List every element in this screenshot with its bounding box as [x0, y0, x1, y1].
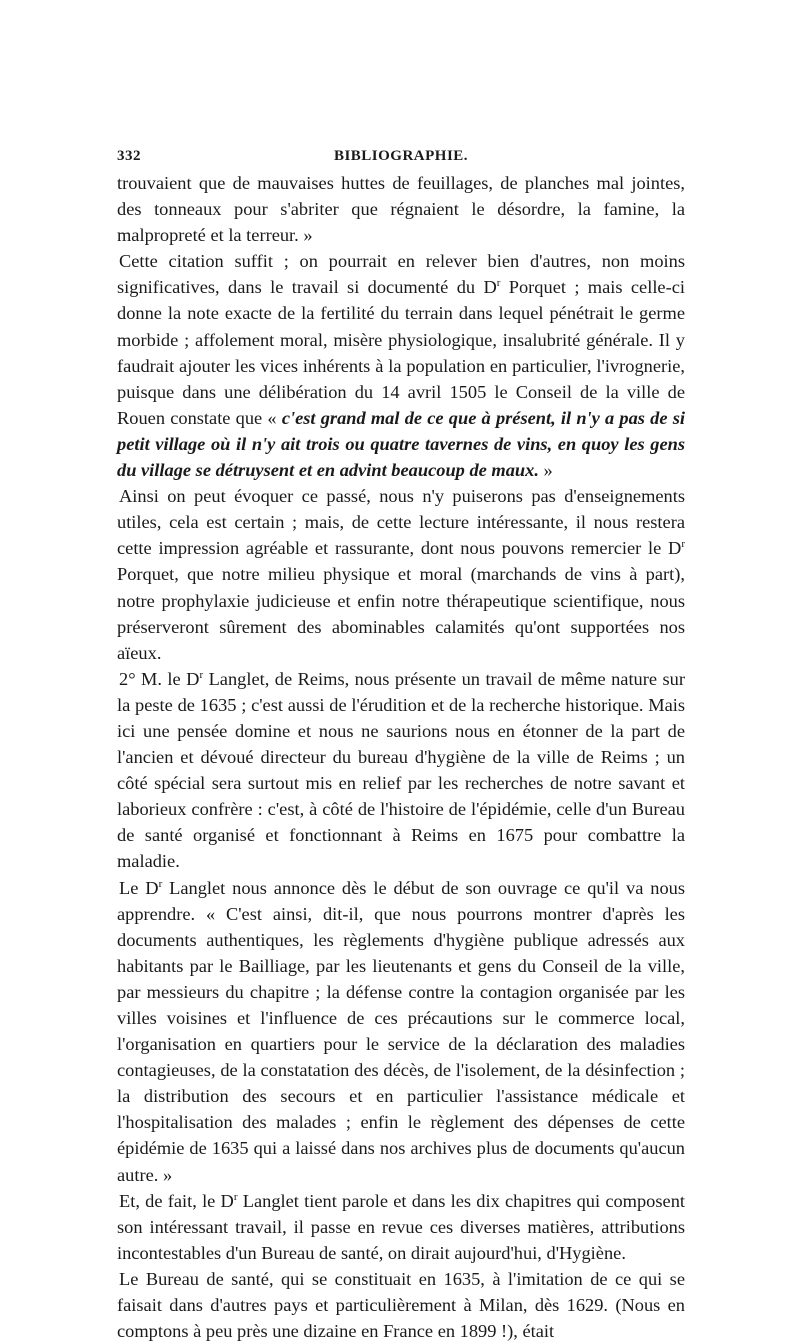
superscript: r	[158, 877, 163, 890]
superscript: r	[496, 277, 501, 290]
paragraph-langlet	[117, 666, 685, 875]
paragraph-text: Et, de fait, le D	[119, 1190, 234, 1211]
page-number: 332	[117, 148, 141, 164]
paragraph-text: 2° M. le D	[119, 668, 200, 689]
paragraph-text: Porquet ; mais celle-ci donne la note exacte de la fertilité du terrain dans lequel pénétrait le germe morbide ; affolement moral, misère physiologique, insalubrité générale. Il y faudrait ajouter les vices inhérents à la population en particulier, l'ivrognerie, puisque dans une délibération du 14 avril 1505 le Conseil de la ville de Rouen constate que «	[117, 277, 685, 428]
paragraph-text: Ainsi on peut évoquer ce passé, nous n'y puiserons pas d'enseignements utiles, cela est certain ; mais, de cette lecture intéressante, il nous restera cette impression agréable et rassurante, dont nous pouvons remercier le D	[117, 486, 685, 559]
paragraph-text: Le Bureau de santé, qui se constituait en 1635, à l'imitation de ce qui se faisait dans d'autres pays et particulièrement à Milan, dès 1629. (Nous en comptons à peu près une dizaine en France en 1899 !), était	[117, 1268, 685, 1342]
italic-quotation: c'est grand mal de ce que à présent, il n'y a pas de si petit village où il n'y ait trois ou quatre tavernes de vins, en quoy les gens du village se détruysent et en advint beaucoup de maux.	[117, 407, 685, 481]
paragraph-announcement	[117, 875, 685, 1188]
paragraph-text: Le D	[119, 877, 159, 898]
paragraph-text: Cette citation suffit ; on pourrait en relever bien d'autres, non moins significatives, dans le travail si documenté du D	[117, 251, 685, 298]
paragraph-text: Langlet nous annonce dès le début de son ouvrage ce qu'il va nous apprendre. « C'est ainsi, dit-il, que nous pourrons montrer d'après les documents authentiques, les règlements d'hygiène publique adressés aux habitants par le Bailliage, par les lieutenants et gens du Conseil de la ville, par messieurs du chapitre ; la défense contre la contagion organisée par les villes voisines et l'influence de ces précautions sur le commerce local, l'organisation en quartiers pour le service de la déclaration des maladies contagieuses, de la constatation des décès, de l'isolement, de la désinfection ; la distribution des secours et en particulier l'assistance médicale et l'hospitalisation des malades ; enfin le règlement des dépenses de cette épidémie de 1635 qui a laissé dans nos archives plus de documents qu'aucun autre. »	[117, 877, 685, 1185]
paragraph-text: »	[538, 460, 553, 481]
paragraph-text: Porquet, que notre milieu physique et moral (marchands de vins à part), notre prophylaxie judicieuse et enfin notre thérapeutique scientifique, nous préserveront sûrement des abominables calamités qu'ont supportées nos aïeux.	[117, 564, 685, 663]
superscript: r	[681, 538, 685, 551]
paragraph-text: Langlet, de Reims, nous présente un travail de même nature sur la peste de 1635 ; c'est aussi de l'érudition et de la recherche historique. Mais ici une pensée domine et nous ne saurions nous en étonner de la part de l'ancien et dévoué directeur du bureau d'hygiène de la ville de Reims ; un côté spécial sera surtout mis en relief par les recherches de notre savant et laborieux confrère : c'est, à côté de l'histoire de l'épidémie, celle d'un Bureau de santé organisé et fonctionnant à Reims en 1675 pour combattre la maladie.	[117, 668, 685, 872]
page-body	[117, 170, 685, 1344]
paragraph-citation	[117, 248, 685, 483]
superscript: r	[233, 1190, 238, 1203]
paragraph-bureau	[117, 1266, 685, 1344]
paragraph-text: Langlet tient parole et dans les dix chapitres qui composent son intéressant travail, il passe en revue ces diverses matières, attributions incontestables d'un Bureau de santé, on dirait aujourd'hui, d'Hygiène.	[117, 1190, 685, 1263]
superscript: r	[199, 668, 204, 681]
paragraph-continuation	[117, 170, 685, 248]
book-page	[117, 140, 685, 1344]
paragraph-chapters	[117, 1188, 685, 1266]
page-header	[117, 140, 685, 170]
paragraph-conclusion	[117, 483, 685, 666]
paragraph-text: trouvaient que de mauvaises huttes de feuillages, de planches mal jointes, des tonneaux pour s'abriter que régnaient le désordre, la famine, la malpropreté et la terreur. »	[117, 173, 685, 246]
running-title: BIBLIOGRAPHIE.	[333, 148, 469, 164]
